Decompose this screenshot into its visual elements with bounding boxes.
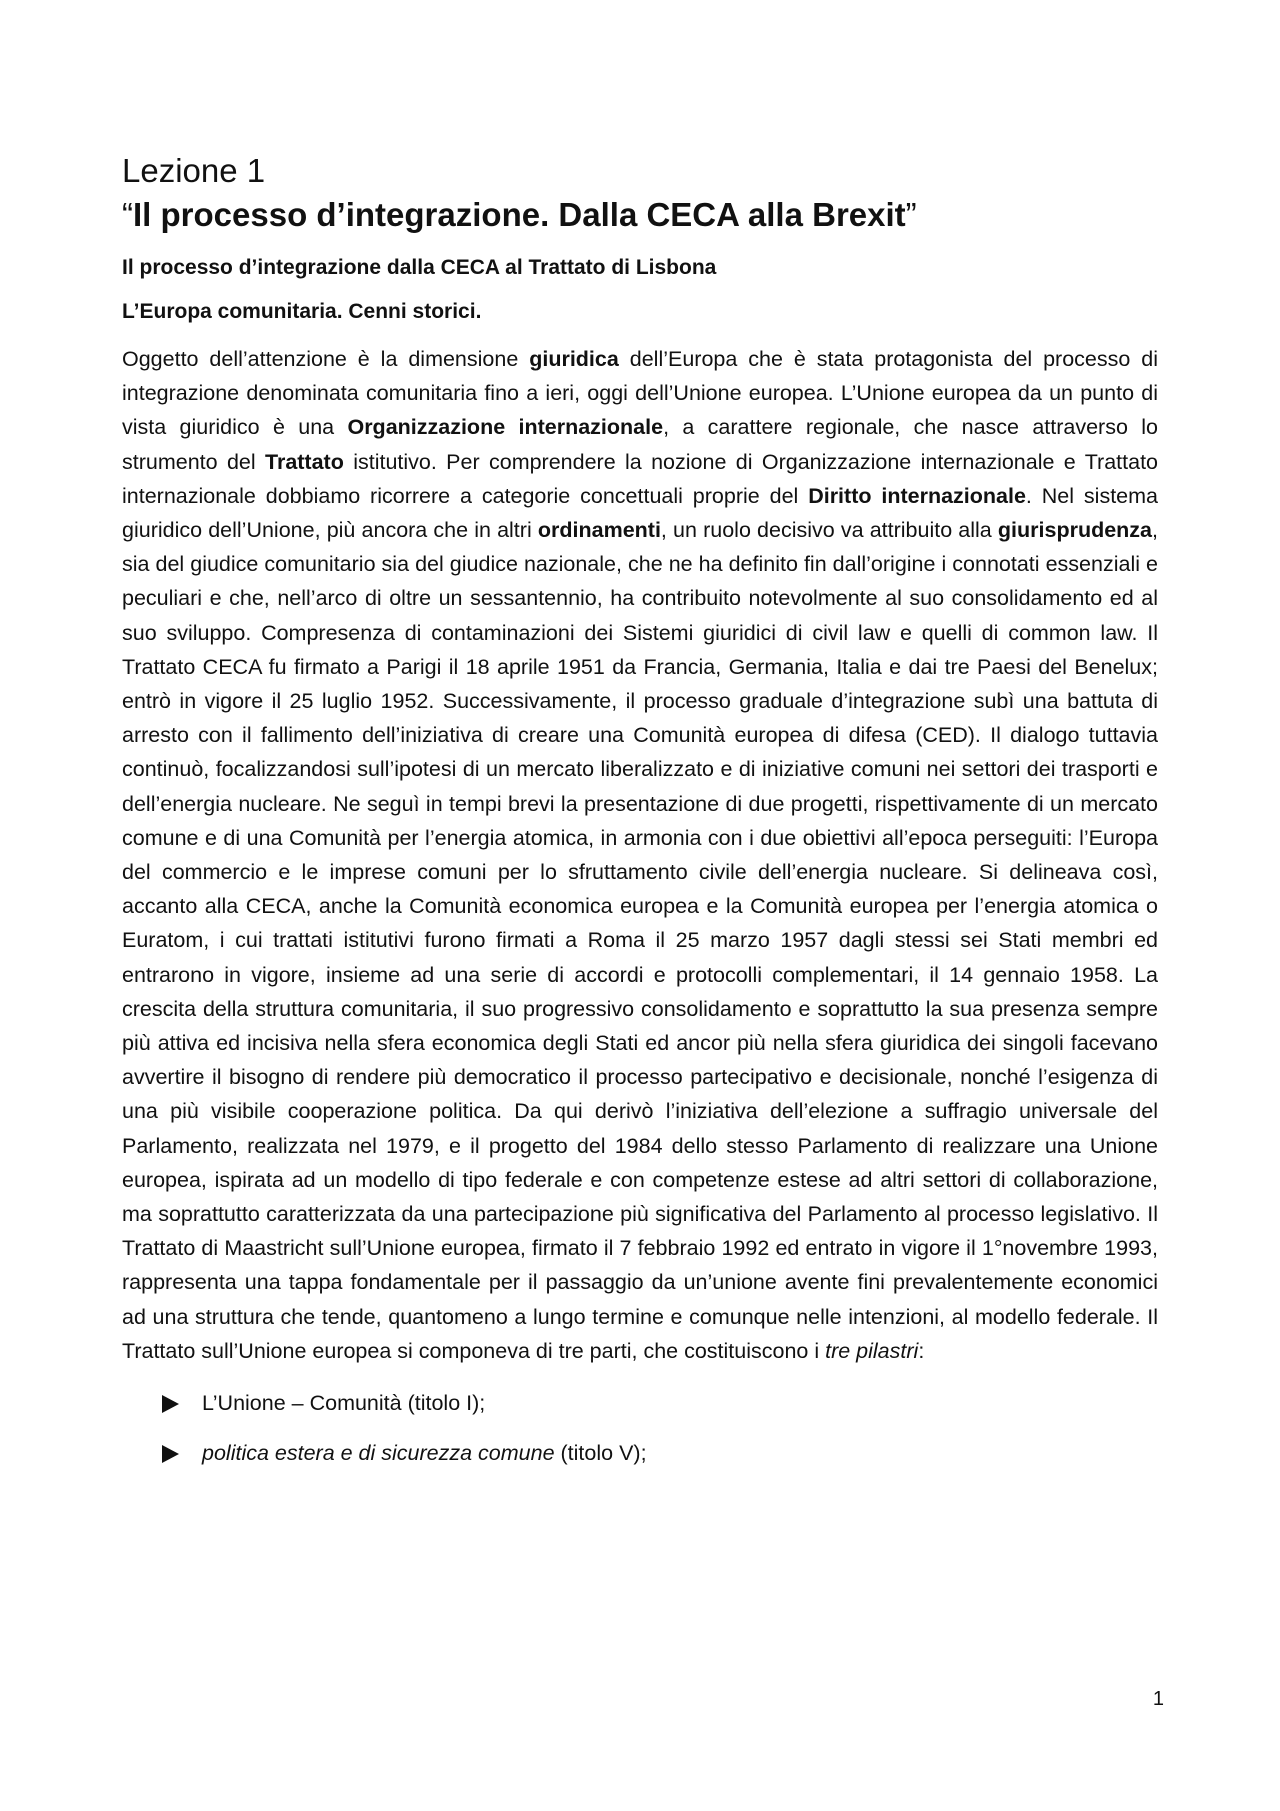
body-text-segment: , sia del giudice comunitario sia del giudice nazionale, che ne ha definito fin dall’origine i connotati essenziali e peculiari e che, nell’arco di oltre un sessantennio, ha contribuito notevolmente al suo consolidamento ed al suo sviluppo. Compresenza di contaminazioni dei Sistemi giuridici di civil law e quelli di common law. Il Trattato CECA fu firmato a Parigi il 18 aprile 1951 da Francia, Germania, Italia e dai tre Paesi del Benelux; entrò in vigore il 25 luglio 1952. Successivamente, il processo graduale d’integrazione subì una battuta di arresto con il fallimento dell’iniziativa di creare una Comunità europea di difesa (CED). Il dialogo tuttavia continuò, focalizzandosi sull’ipotesi di un mercato liberalizzato e di iniziative comuni nei settori dei trasporti e dell’energia nucleare. Ne seguì in tempi brevi la presentazione di due progetti, rispettivamente di un mercato comune e di una Comunità per l’energia atomica, in armonia con i due obiettivi all’epoca perseguiti: l’Europa del commercio e le imprese comuni per lo sfruttamento civile dell’energia nucleare. Si delineava così, accanto alla CECA, anche la Comunità economica europea e la Comunità europea per l’energia atomica o Euratom, i cui trattati istitutivi furono firmati a Roma il 25 marzo 1957 dagli stessi sei Stati membri ed entrarono in vigore, insieme ad una serie di accordi e protocolli complementari, il 14 gennaio 1958. La crescita della struttura comunitaria, il suo progressivo consolidamento e soprattutto la sua presenza sempre più attiva ed incisiva nella sfera economica degli Stati ed ancor più nella sfera giuridica dei singoli facevano avvertire il bisogno di rendere più democratico il processo partecipativo e decisionale, nonché l’esigenza di una più visibile cooperazione politica. Da qui derivò l’iniziativa dell’elezione a suffragio universale del Parlamento, realizzata nel 1979, e il progetto del 1984 dello stesso Parlamento di realizzare una Unione europea, ispirata ad un modello di tipo federale e con competenze estese ad altri settori di collaborazione, ma soprattutto caratterizzata da una partecipazione più significativa del Parlamento al processo legislativo. Il Trattato di Maastricht sull’Unione europea, firmato il 7 febbraio 1992 ed entrato in vigore il 1°novembre 1993, rappresenta una tappa fondamentale per il passaggio da un’unione avente fini prevalentemente economici ad una struttura che tende, quantomeno a lungo termine e comunque nelle intenzioni, al modello federale. Il Trattato sull’Unione europea si componeva di tre parti, che costituiscono i (122, 518, 1158, 1363)
body-bold-diritto: Diritto internazionale (808, 483, 1026, 508)
body-text-segment: Oggetto dell’attenzione è la dimensione (122, 347, 530, 371)
body-bold-giurisprudenza: giurisprudenza (997, 518, 1153, 543)
body-bold-trattato: Trattato (265, 449, 344, 474)
subtitle-open-quote: “ (122, 196, 133, 233)
body-text-segment: , a carattere regionale, che nasce attraverso lo strumento del (122, 415, 1158, 474)
body-bold-giuridica: giuridica (529, 347, 619, 371)
body-italic-tre-pilastri: tre pilastri (825, 1338, 919, 1363)
list-item-italic-text: politica estera e di sicurezza comune (202, 1441, 555, 1466)
body-bold-organizzazione: Organizzazione internazionale (347, 415, 664, 440)
list-item (162, 1438, 1158, 1468)
section-heading-lisbona: Il processo d’integrazione dalla CECA al Trattato di Lisbona (122, 256, 717, 279)
section-heading-cenni-storici: L’Europa comunitaria. Cenni storici. (122, 300, 482, 323)
body-text-segment: dell’Europa che è stata protagonista del processo di integrazione denominata comunitaria fino a ieri, oggi dell’Unione europea. L’Unione europea da un punto di vista giuridico è una (122, 347, 1158, 440)
lesson-subtitle (122, 194, 1158, 236)
body-paragraph (122, 342, 1158, 1368)
subtitle-close-quote: ” (905, 196, 917, 233)
pillars-list (122, 1388, 1158, 1468)
triangle-bullet-icon (162, 1395, 179, 1413)
lesson-title: Lezione 1 (122, 152, 266, 189)
list-item-text: L’Unione – Comunità (titolo I); (202, 1391, 486, 1416)
subtitle-main: Il processo d’integrazione. Dalla CECA alla Brexit (133, 196, 906, 233)
body-bold-ordinamenti: ordinamenti (537, 518, 661, 543)
document-page (122, 150, 1158, 1488)
list-item-text: (titolo V); (554, 1441, 647, 1466)
page-number: 1 (1152, 1688, 1164, 1710)
triangle-bullet-icon (162, 1445, 179, 1463)
body-text-segment: , un ruolo decisivo va attribuito alla (660, 518, 998, 543)
body-text-segment: : (918, 1338, 925, 1363)
body-text-segment: . Nel sistema giuridico dell’Unione, più ancora che in altri (122, 483, 1158, 543)
list-item (162, 1388, 1158, 1418)
body-text-segment: istitutivo. Per comprendere la nozione di Organizzazione internazionale e Trattato internazionale dobbiamo ricorrere a categorie concettuali proprie del (122, 449, 1159, 508)
